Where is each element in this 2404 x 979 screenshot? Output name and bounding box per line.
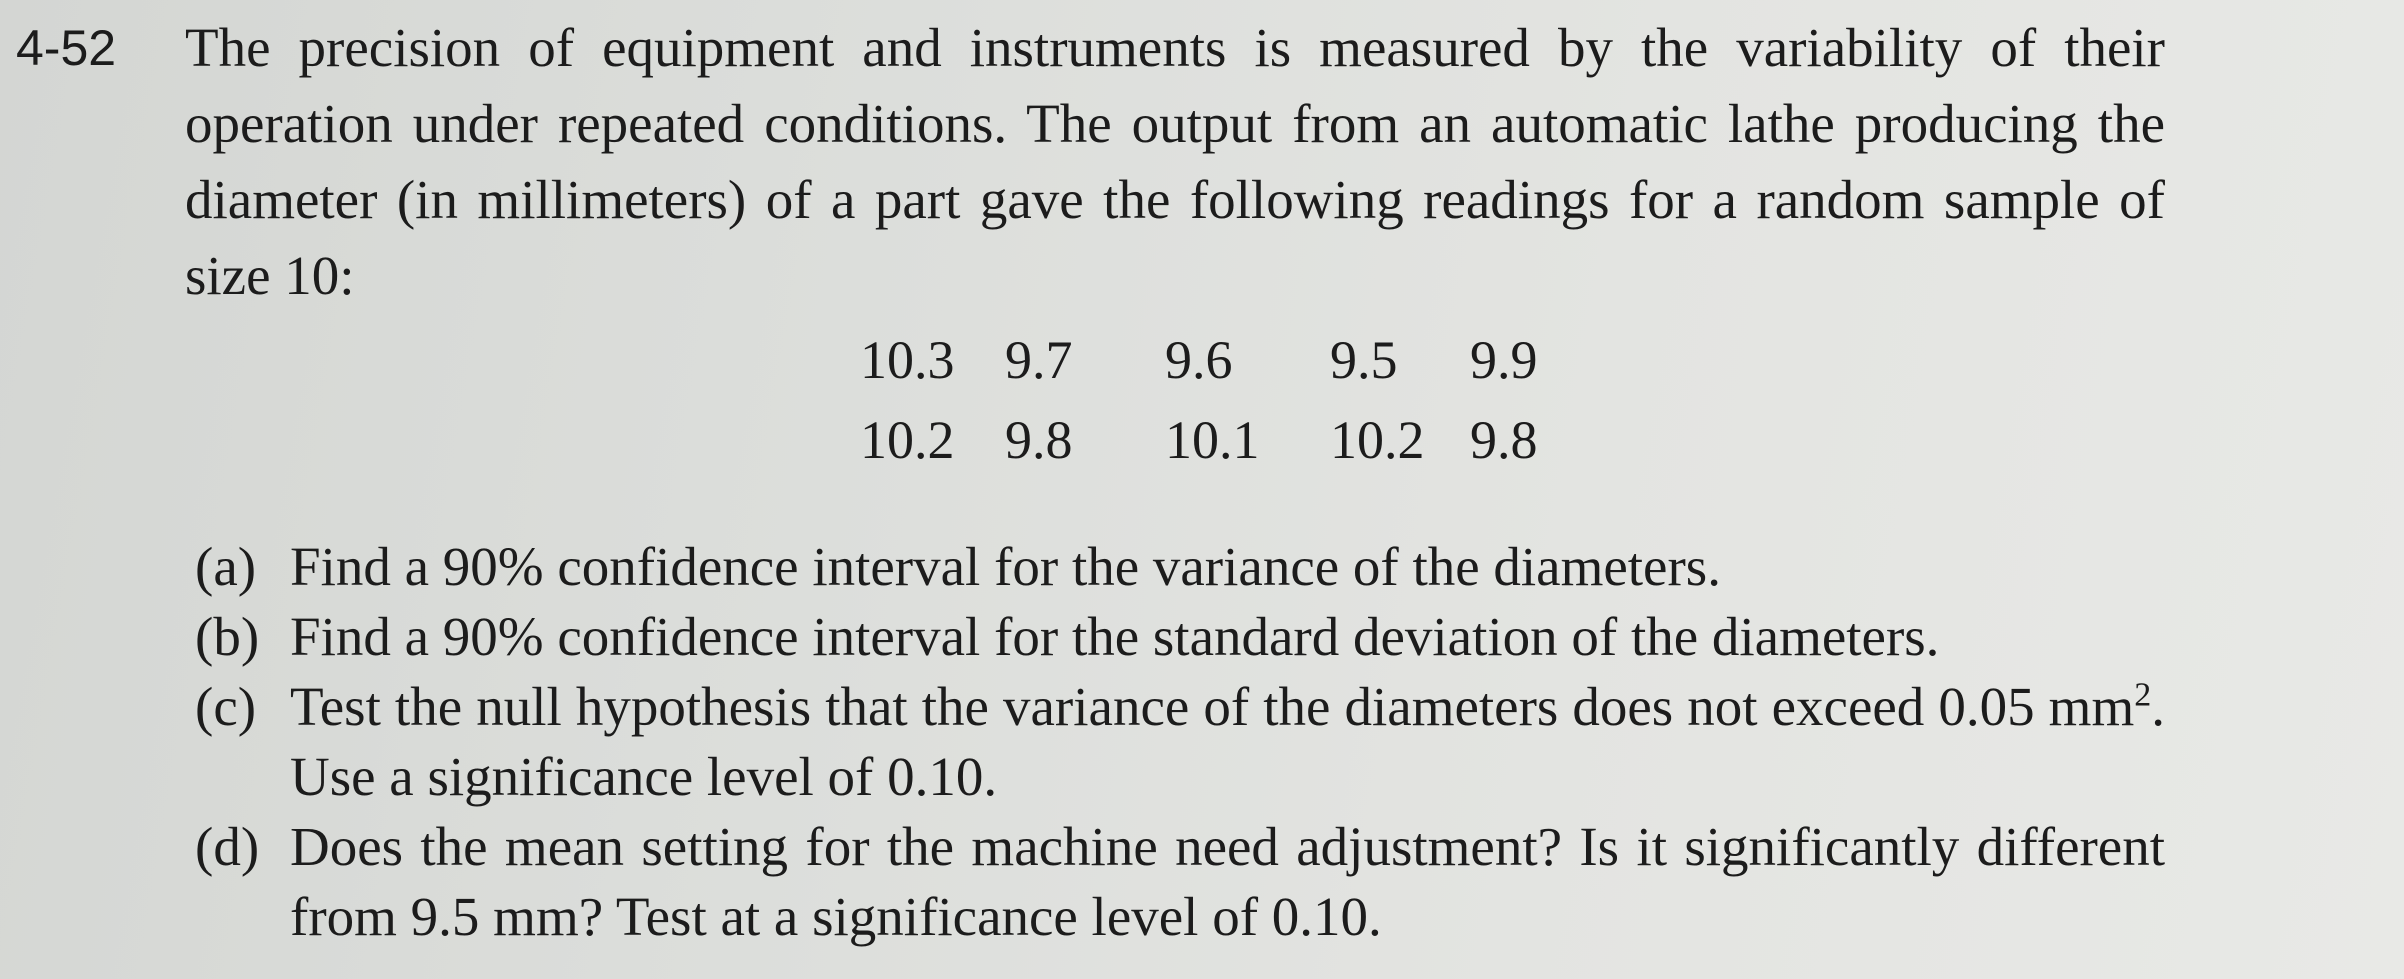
reading-value: 9.6 <box>1165 330 1233 390</box>
question-part-c <box>195 672 2165 812</box>
problem-statement: The precision of equipment and instruments is measured by the variability of their operation under repeated conditions. The output from an automatic lathe producing the diameter (in millimeters) of a part gave the following readings for a random sample of size 10: <box>185 17 2165 306</box>
part-text-after: . Use a significance level of 0.10. <box>290 676 2165 807</box>
part-text-before: Test the null hypothesis that the variance of the diameters does not exceed 0.05 mm <box>290 676 2135 737</box>
reading-value: 9.5 <box>1330 330 1398 390</box>
reading-value: 10.2 <box>1330 410 1425 470</box>
reading-value: 9.8 <box>1470 410 1538 470</box>
readings-row <box>860 320 1570 400</box>
reading-value: 10.1 <box>1165 410 1260 470</box>
reading-value: 9.9 <box>1470 330 1538 390</box>
reading-value: 9.7 <box>1005 330 1073 390</box>
reading-value: 10.2 <box>860 410 955 470</box>
problem-number: 4-52 <box>16 20 117 76</box>
part-label: (c) <box>195 676 257 737</box>
part-label: (b) <box>195 606 260 667</box>
readings-table <box>860 320 1570 480</box>
question-part-d <box>195 812 2165 952</box>
question-part-b <box>195 602 2165 672</box>
reading-value: 10.3 <box>860 330 955 390</box>
part-text: Find a 90% confidence interval for the standard deviation of the diameters. <box>290 606 1940 667</box>
reading-value: 9.8 <box>1005 410 1073 470</box>
part-label: (a) <box>195 536 257 597</box>
part-text: Does the mean setting for the machine need adjustment? Is it significantly different from 9.5 mm? Test at a significance level of 0.10. <box>290 816 2165 947</box>
readings-row <box>860 400 1570 480</box>
question-part-a <box>195 532 2165 602</box>
question-parts <box>195 532 2165 952</box>
part-text <box>290 672 2165 812</box>
superscript-exponent: 2 <box>2134 676 2152 714</box>
part-text: Find a 90% confidence interval for the variance of the diameters. <box>290 536 1721 597</box>
part-label: (d) <box>195 816 260 877</box>
